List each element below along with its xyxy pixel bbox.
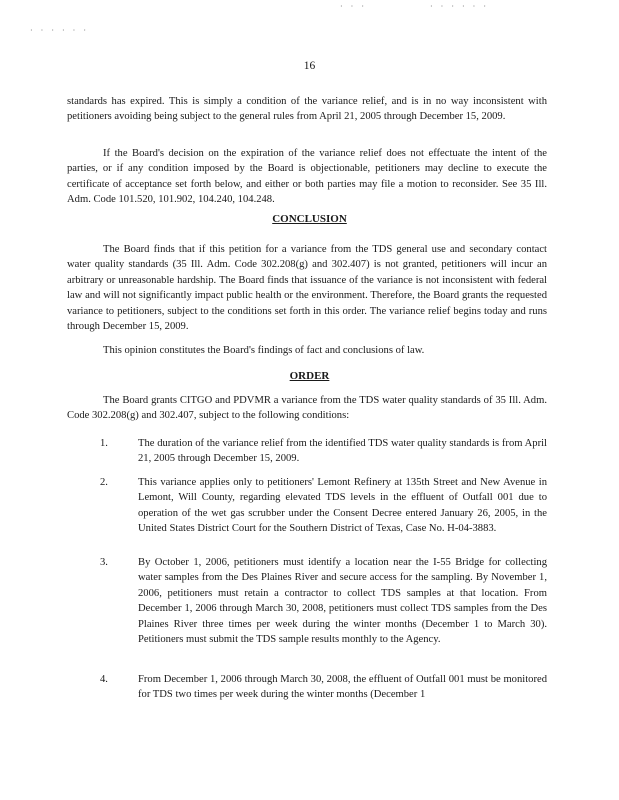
paragraph-board-finds: The Board finds that if this petition for a variance from the TDS general use and secondary contact water quality standards (35 Ill. Adm. Code 302.208(g) and 302.407) is not granted, petitioners will incur an arbitrary or unreasonable hardship. The Board finds that issuance of the variance is not inconsistent with federal law and will not significantly impact public health or the environment. Therefore, the Board grants the requested variance to petitioners, subject to the conditions set forth in this order. The variance relief begins today and runs through December 15, 2009. [67, 244, 547, 333]
condition-item [67, 436, 547, 467]
paragraph-opinion-statement: This opinion constitutes the Board's findings of fact and conclusions of law. [103, 345, 425, 356]
condition-item [67, 555, 547, 647]
condition-item [67, 475, 547, 537]
condition-number: 1. [100, 438, 108, 449]
scan-artifact-top-right-2: · · · · · · [430, 2, 489, 11]
condition-text: The duration of the variance relief from the identified TDS water quality standards is from April 21, 2005 through December 15, 2009. [138, 438, 547, 465]
condition-number: 3. [100, 557, 108, 568]
page-number: 16 [303, 60, 316, 72]
condition-text: This variance applies only to petitioners' Lemont Refinery at 135th Street and New Avenue in Lemont, Will County, regarding elevated TDS levels in the effluent of Outfall 001 due to operation of the wet gas scrubber under the Consent Decree entered January 26, 2005, in the United States District Court for the Southern District of Texas, Case No. H-04-3883. [138, 477, 547, 535]
paragraph-standards-expired: standards has expired. This is simply a condition of the variance relief, and is in no way inconsistent with petitioners avoiding being subject to the general rules from April 21, 2005 through December 15, 2009. [67, 96, 547, 123]
condition-number: 2. [100, 477, 108, 488]
condition-item [67, 672, 547, 703]
heading-conclusion: CONCLUSION [272, 213, 347, 225]
heading-order: ORDER [289, 370, 330, 382]
paragraph-board-decision: If the Board's decision on the expiration of the variance relief does not effectuate the intent of the parties, or if any condition imposed by the Board is objectionable, petitioners may decline to execute the certificate of acceptance set forth below, and either or both parties may file a motion to reconsider. See 35 Ill. Adm. Code 101.520, 101.902, 104.240, 104.248. [67, 148, 547, 206]
paragraph-board-grants: The Board grants CITGO and PDVMR a variance from the TDS water quality standards of 35 Ill. Adm. Code 302.208(g) and 302.407, subject to the following conditions: [67, 395, 547, 422]
scan-artifact-top-left: · · · · · · [30, 26, 89, 35]
condition-number: 4. [100, 674, 108, 685]
condition-text: By October 1, 2006, petitioners must identify a location near the I-55 Bridge for collecting water samples from the Des Plaines River and secure access for the sampling. By November 1, 2006, petitioners must retain a contractor to collect TDS samples at that location. From December 1, 2006 through March 30, 2008, petitioners must collect TDS samples from the Des Plaines River three times per week during the winter months (December 1 to March 30). Petitioners must submit the TDS sample results monthly to the Agency. [138, 557, 547, 646]
condition-text: From December 1, 2006 through March 30, 2008, the effluent of Outfall 001 must be monitored for TDS two times per week during the winter months (December 1 [138, 674, 547, 701]
scan-artifact-top-right-1: · · · [340, 2, 367, 11]
